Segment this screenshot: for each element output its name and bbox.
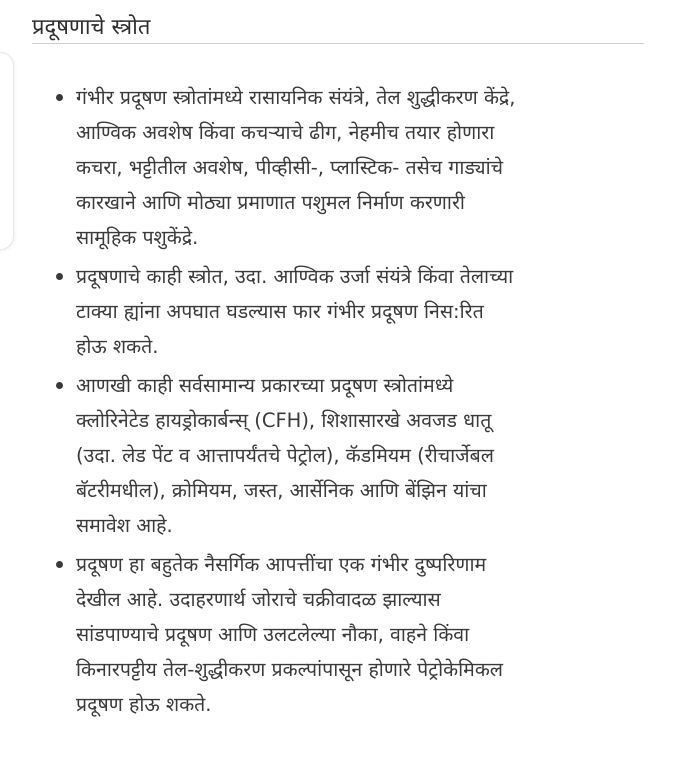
list-item-line: प्रदूषण होऊ शकते. xyxy=(76,693,212,716)
list-item-line: क्लोरिनेटेड हायड्रोकार्बन्स् (CFH), शिशासारखे अवजड धातू xyxy=(76,409,492,432)
list-item-line: कारखाने आणि मोठ्या प्रमाणात पशुमल निर्माण करणारी xyxy=(76,191,465,214)
article-section xyxy=(32,0,644,44)
list-item xyxy=(76,368,616,543)
list-item xyxy=(76,547,616,722)
list-item-line: देखील आहे. उदाहरणार्थ जोराचे चक्रीवादळ झाल्यास xyxy=(76,588,441,611)
list-item xyxy=(76,259,616,364)
side-card-edge xyxy=(0,52,14,250)
list-item-line: सामूहिक पशुकेंद्रे. xyxy=(76,226,199,249)
list-item-line: टाक्या ह्यांना अपघात घडल्यास फार गंभीर प्रदूषण निस:रित xyxy=(76,300,484,323)
list-item-line: सांडपाण्याचे प्रदूषण आणि उलटलेल्या नौका, वाहने किंवा xyxy=(76,623,470,646)
list-item-line: (उदा. लेड पेंट व आत्तापर्यंतचे पेट्रोल), कॅडमियम (रीचार्जेबल xyxy=(76,444,494,467)
list-item-line: आण्विक अवशेष किंवा कचऱ्याचे ढीग, नेहमीच तयार होणारा xyxy=(76,121,495,144)
pollution-sources-list xyxy=(76,80,616,726)
list-item-line: आणखी काही सर्वसामान्य प्रकारच्या प्रदूषण स्त्रोतांमध्ये xyxy=(76,374,454,397)
list-item-line: बॅटरीमधील), क्रोमियम, जस्त, आर्सेनिक आणि बेंझिन यांचा xyxy=(76,479,487,502)
list-item xyxy=(76,80,616,255)
list-item-line: प्रदूषण हा बहुतेक नैसर्गिक आपत्तींचा एक गंभीर दुष्परिणाम xyxy=(76,553,487,576)
bullet-icon xyxy=(56,273,63,280)
section-heading: प्रदूषणाचे स्त्रोत xyxy=(32,0,644,44)
list-item-line: किनारपट्टीय तेल-शुद्धीकरण प्रकल्पांपासून होणारे पेट्रोकेमिकल xyxy=(76,658,504,681)
bullet-icon xyxy=(56,382,63,389)
list-item-line: होऊ शकते. xyxy=(76,335,159,358)
list-item-line: कचरा, भट्टीतील अवशेष, पीव्हीसी-, प्लास्टिक- तसेच गाड्यांचे xyxy=(76,156,504,179)
list-item-line: समावेश आहे. xyxy=(76,514,173,537)
bullet-icon xyxy=(56,561,63,568)
bullet-icon xyxy=(56,94,63,101)
list-item-line: प्रदूषणाचे काही स्त्रोत, उदा. आण्विक उर्जा संयंत्रे किंवा तेलाच्या xyxy=(76,265,514,288)
list-item-line: गंभीर प्रदूषण स्त्रोतांमध्ये रासायनिक संयंत्रे, तेल शुद्धीकरण केंद्रे, xyxy=(76,86,516,109)
